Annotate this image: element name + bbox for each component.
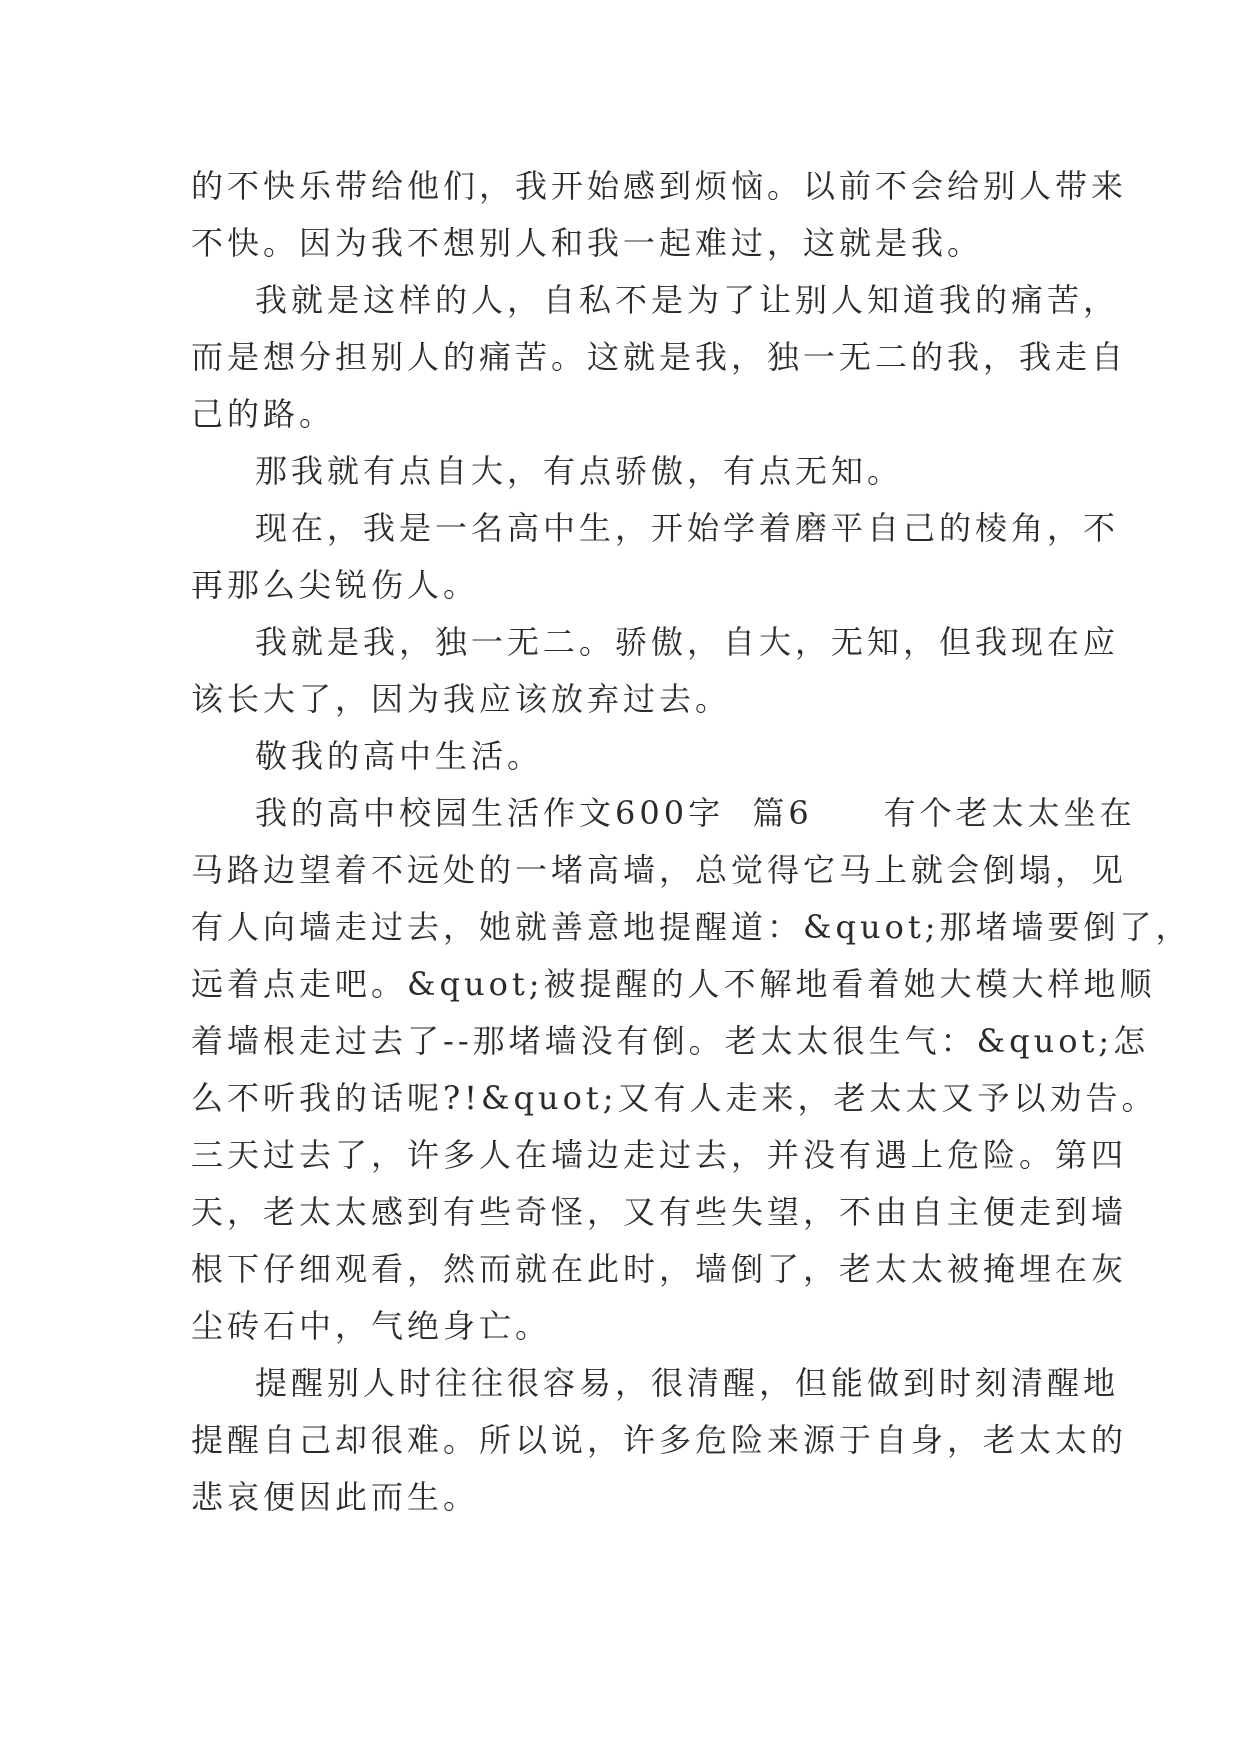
text-line: 的不快乐带给他们，我开始感到烦恼。以前不会给别人带来 bbox=[191, 167, 1128, 205]
text-line: 再那么尖锐伤人。 bbox=[191, 566, 480, 604]
text-line: 有人向墙走过去，她就善意地提醒道：&quot;那堵墙要倒了， bbox=[191, 908, 1192, 946]
text-line: 马路边望着不远处的一堵高墙，总觉得它马上就会倒塌，见 bbox=[191, 851, 1128, 889]
text-line: 提醒自己却很难。所以说，许多危险来源于自身，老太太的 bbox=[191, 1421, 1128, 1459]
document-body bbox=[191, 158, 1192, 1526]
text-line: 那我就有点自大，有点骄傲，有点无知。 bbox=[255, 452, 904, 490]
text-line: 天，老太太感到有些奇怪，又有些失望，不由自主便走到墙 bbox=[191, 1193, 1128, 1231]
text-line: 不快。因为我不想别人和我一起难过，这就是我。 bbox=[191, 224, 984, 262]
text-line: 我就是这样的人，自私不是为了让别人知道我的痛苦， bbox=[255, 281, 1120, 319]
text-line: 三天过去了，许多人在墙边走过去，并没有遇上危险。第四 bbox=[191, 1136, 1128, 1174]
text-line: 而是想分担别人的痛苦。这就是我，独一无二的我，我走自 bbox=[191, 338, 1128, 376]
text-line: 么不听我的话呢?!&quot;又有人走来，老太太又予以劝告。 bbox=[191, 1079, 1158, 1117]
text-line: 悲哀便因此而生。 bbox=[191, 1478, 480, 1516]
heading-line: 我的高中校园生活作文600字 篇6 有个老太太坐在 bbox=[255, 794, 1136, 832]
text-line: 我就是我，独一无二。骄傲，自大，无知，但我现在应 bbox=[255, 623, 1120, 661]
text-line: 远着点走吧。&quot;被提醒的人不解地看着她大模大样地顺 bbox=[191, 965, 1156, 1003]
text-line: 己的路。 bbox=[191, 395, 336, 433]
text-line: 敬我的高中生活。 bbox=[255, 737, 544, 775]
text-line: 该长大了，因为我应该放弃过去。 bbox=[191, 680, 732, 718]
text-line: 根下仔细观看，然而就在此时，墙倒了，老太太被掩埋在灰 bbox=[191, 1250, 1128, 1288]
text-line: 现在，我是一名高中生，开始学着磨平自己的棱角，不 bbox=[255, 509, 1120, 547]
text-line: 尘砖石中，气绝身亡。 bbox=[191, 1307, 552, 1345]
text-line: 提醒别人时往往很容易，很清醒，但能做到时刻清醒地 bbox=[255, 1364, 1120, 1402]
text-line: 着墙根走过去了--那堵墙没有倒。老太太很生气：&quot;怎 bbox=[191, 1022, 1150, 1060]
